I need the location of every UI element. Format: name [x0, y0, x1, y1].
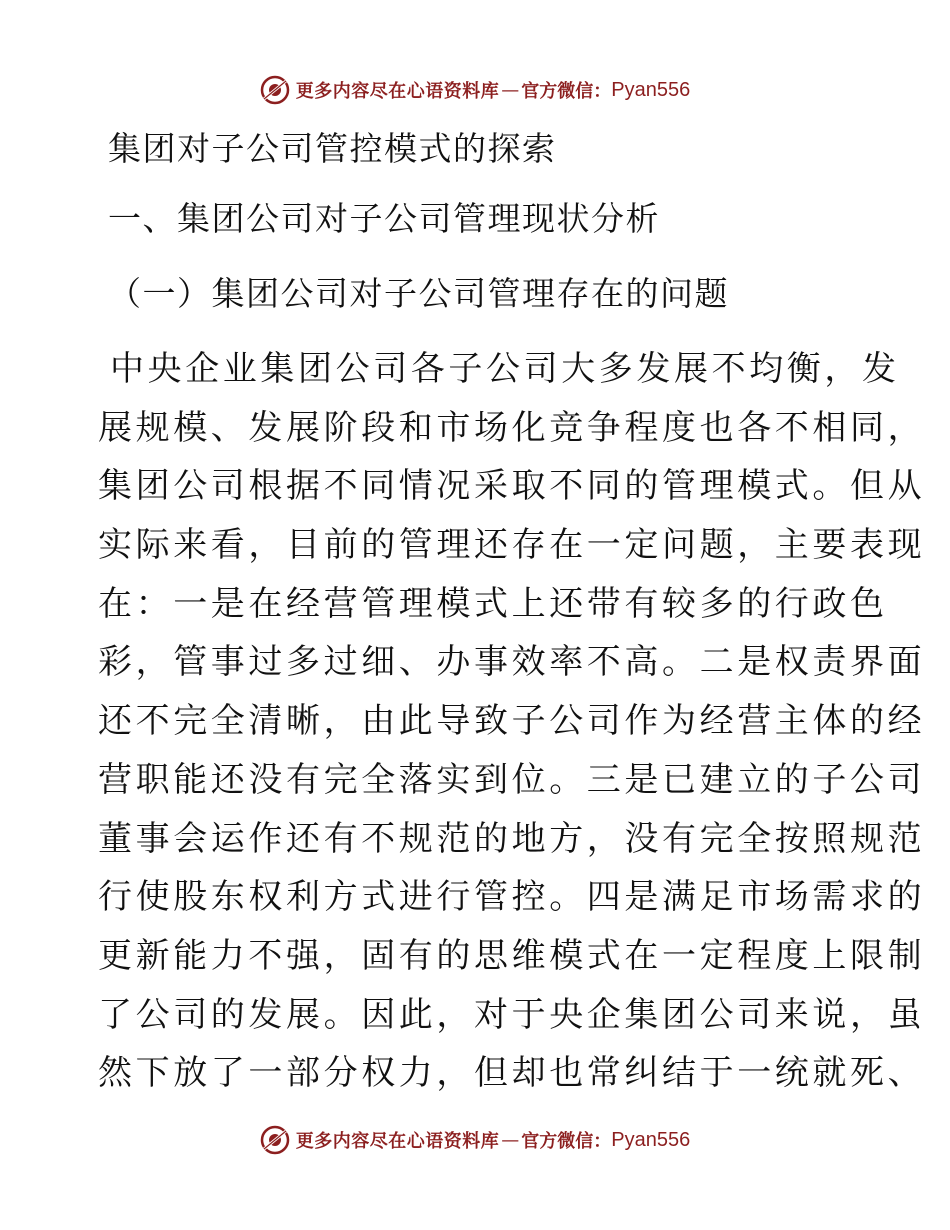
library-logo-icon — [260, 1125, 290, 1155]
paragraph-line: 在：一是在经营管理模式上还带有较多的行政色 — [98, 583, 888, 624]
watermark-separator: — — [501, 1129, 520, 1151]
watermark-site-text: 更多内容尽在心语资料库 — [295, 1131, 500, 1152]
paragraph-line: 集团公司根据不同情况采取不同的管理模式。但从 — [98, 466, 926, 507]
watermark-banner-top — [0, 72, 950, 108]
watermark-banner-bottom — [0, 1122, 950, 1158]
paragraph-line: 然下放了一部分权力，但却也常纠结于一统就死、 — [98, 1053, 926, 1094]
paragraph-line: 中央企业集团公司各子公司大多发展不均衡，发 — [110, 349, 900, 389]
watermark-separator: — — [501, 79, 520, 101]
watermark-wechat-label: 官方微信： — [521, 81, 612, 102]
watermark-wechat-id: Pyan556 — [611, 1128, 691, 1151]
watermark-wechat-id: Pyan556 — [611, 78, 691, 101]
watermark-wechat-label: 官方微信： — [521, 1131, 612, 1152]
subsection-heading: （一）集团公司对子公司管理存在的问题 — [108, 274, 729, 313]
paragraph-line: 还不完全清晰，由此导致子公司作为经营主体的经 — [98, 701, 926, 742]
paragraph-line: 了公司的发展。因此，对于央企集团公司来说，虽 — [98, 994, 926, 1035]
paragraph-line: 实际来看，目前的管理还存在一定问题，主要表现 — [98, 525, 926, 566]
paragraph-line: 行使股东权利方式进行管控。四是满足市场需求的 — [98, 877, 926, 918]
paragraph-line: 彩，管事过多过细、办事效率不高。二是权责界面 — [98, 642, 926, 683]
watermark-site-text: 更多内容尽在心语资料库 — [295, 81, 500, 102]
body-paragraph — [98, 349, 926, 1112]
paragraph-line: 董事会运作还有不规范的地方，没有完全按照规范 — [98, 818, 926, 859]
paragraph-line: 营职能还没有完全落实到位。三是已建立的子公司 — [98, 759, 926, 800]
paragraph-line: 更新能力不强，固有的思维模式在一定程度上限制 — [98, 935, 926, 976]
library-logo-icon — [260, 75, 290, 105]
paragraph-line: 展规模、发展阶段和市场化竞争程度也各不相同， — [98, 407, 926, 448]
document-title: 集团对子公司管控模式的探索 — [108, 129, 557, 168]
section-heading: 一、集团公司对子公司管理现状分析 — [108, 199, 660, 238]
